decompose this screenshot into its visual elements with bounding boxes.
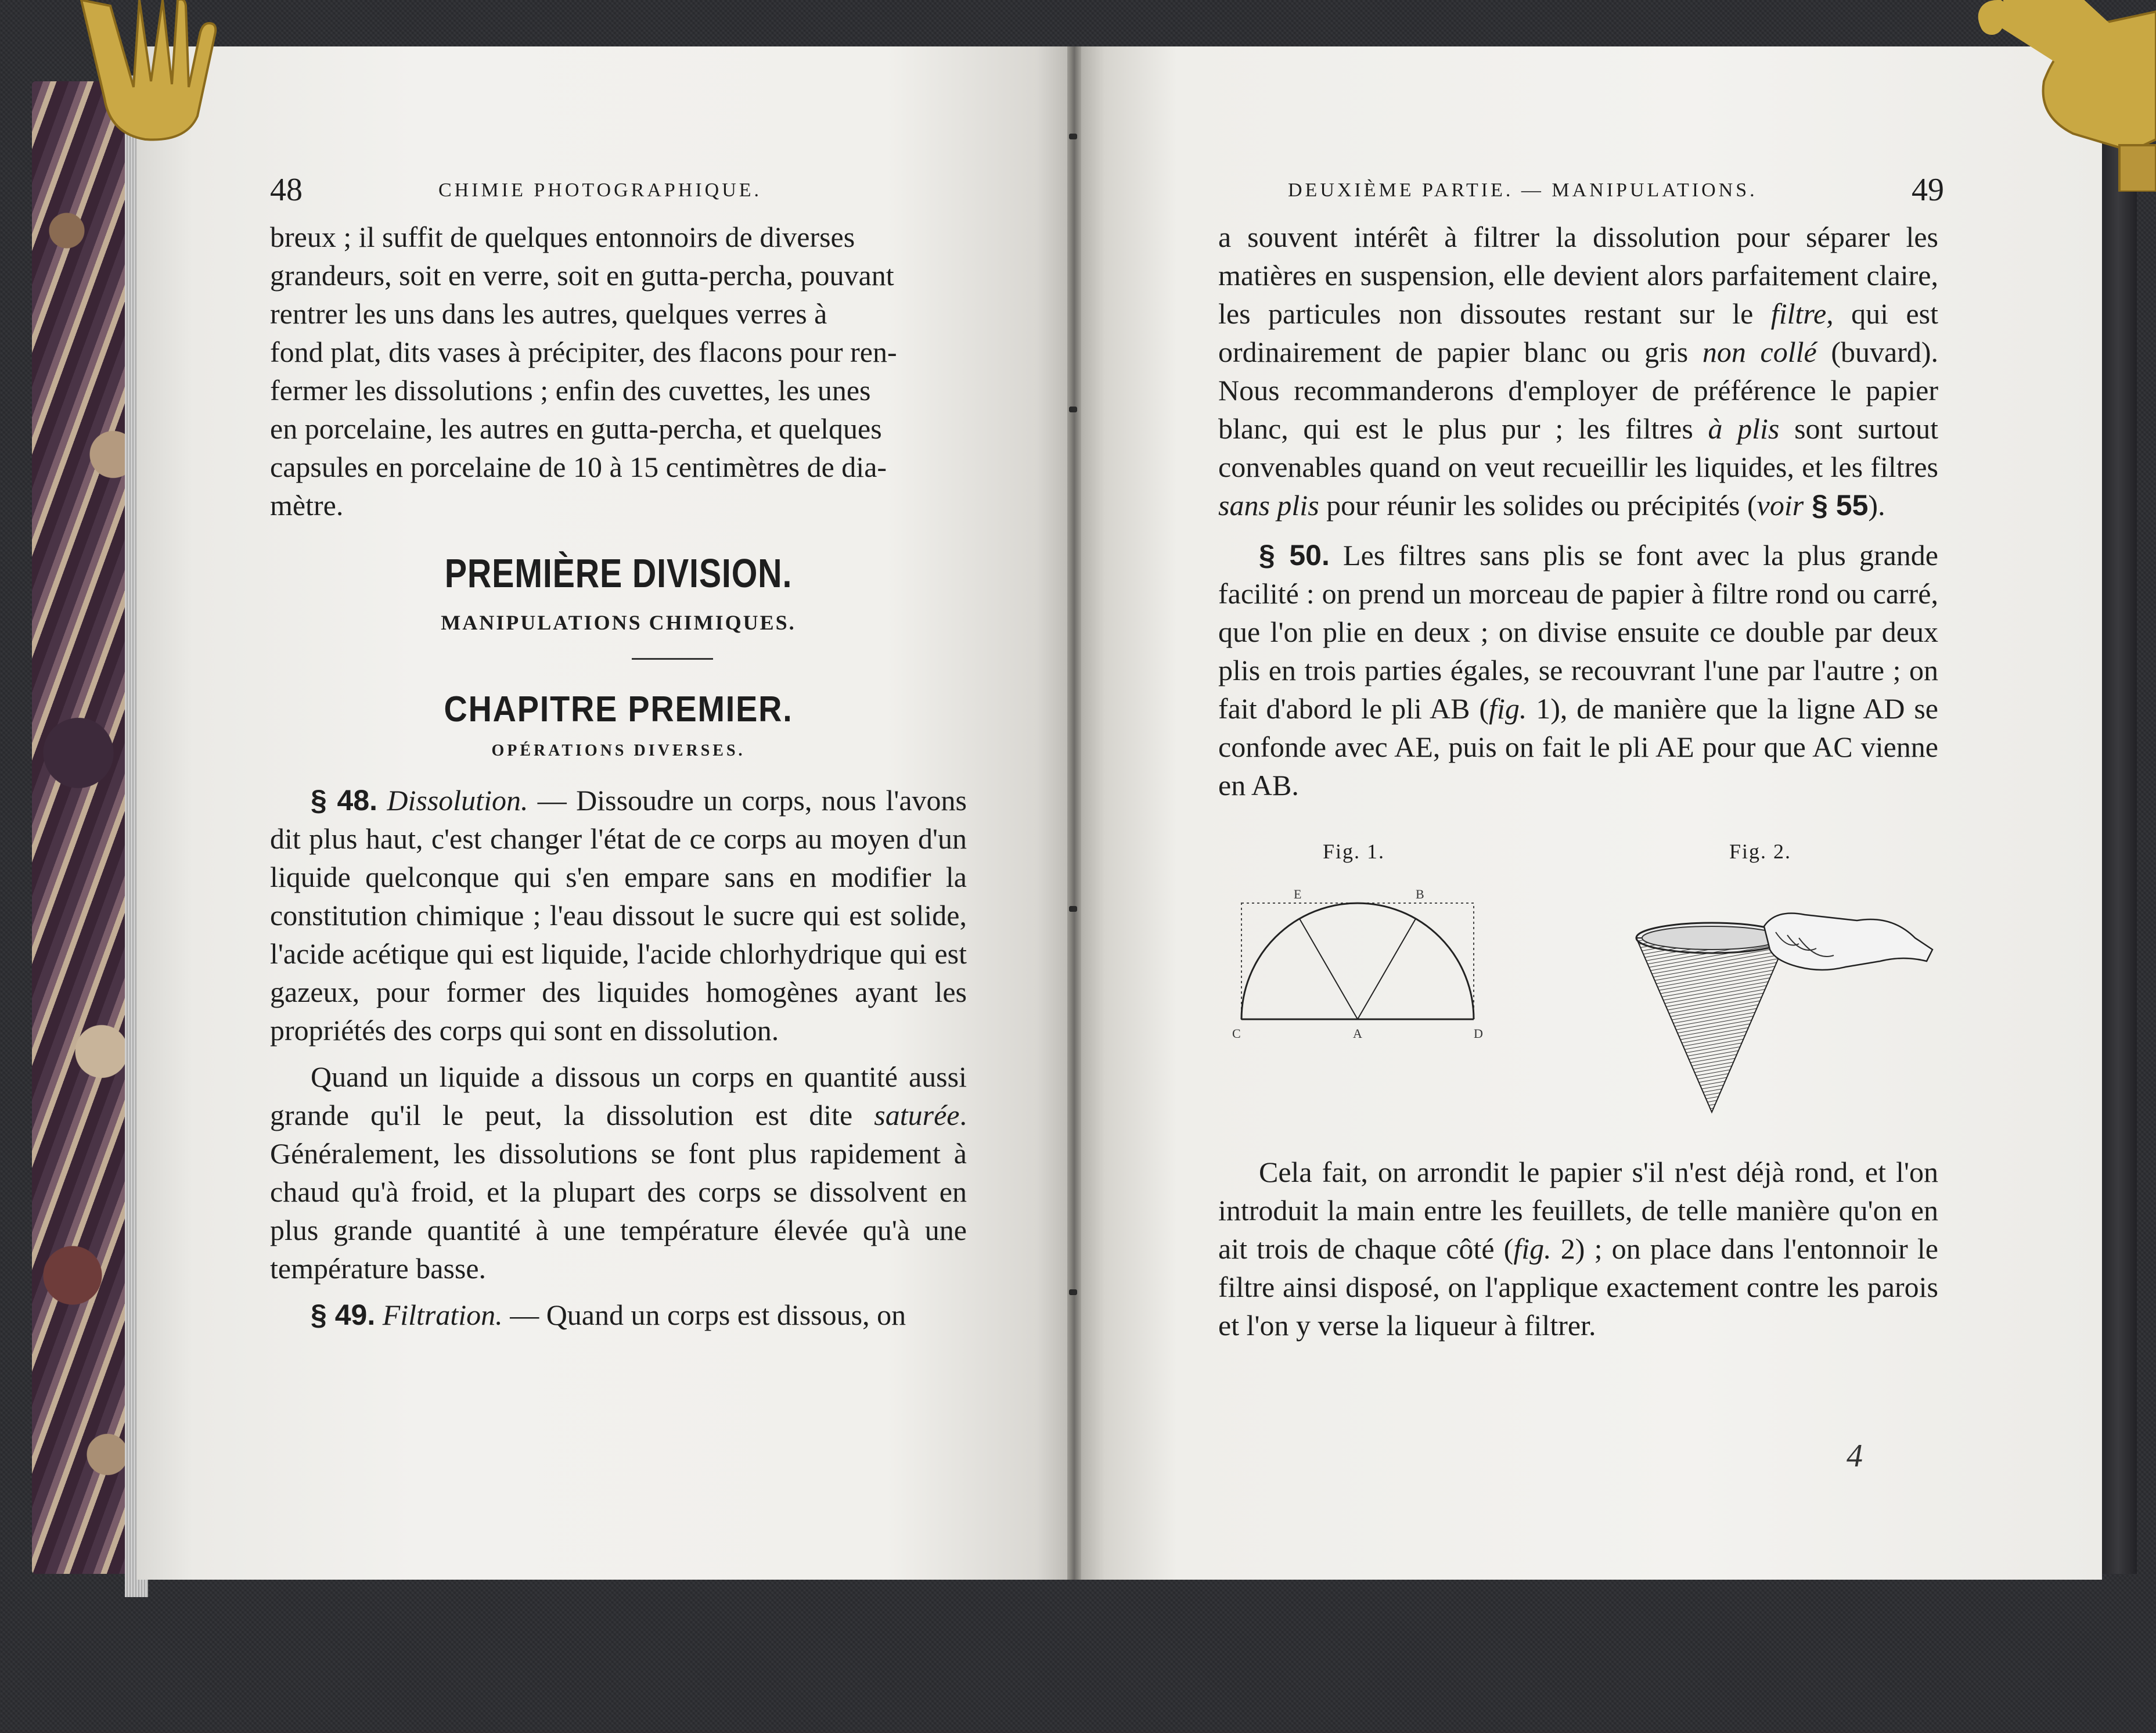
binding-stitch bbox=[1069, 407, 1077, 412]
intro-line: en porcelaine, les autres en gutta-percha, et quelques bbox=[270, 412, 882, 445]
filtration-paragraph bbox=[1218, 218, 1938, 524]
chapter-title: CHAPITRE PREMIER. bbox=[444, 689, 793, 729]
section-50-text-a: Les filtres sans plis se font avec la plus grande facilité : on prend un morceau de papier à filtre rond ou carré, que l'on plie en deux ; on divise ensuite ce double par deux plis en trois parties égales, se recouvrant l'une par l'autre ; on fait d'abord le pli AB ( bbox=[1218, 539, 1939, 725]
divider-rule bbox=[632, 658, 713, 660]
right-page bbox=[1074, 46, 2102, 1580]
filtration-text-b: qui est ordinairement de papier blanc ou gris bbox=[1218, 297, 1938, 368]
fig-reference-italic-2: fig. bbox=[1513, 1232, 1552, 1265]
binding-stitch bbox=[1069, 134, 1077, 139]
fig1-point-a: A bbox=[1353, 1026, 1362, 1041]
brass-hand-weight-left bbox=[70, 0, 221, 157]
saturation-text-b: . Généralement, les dissolutions se font plus rapidement à chaud qu'à froid, et la plupart des corps se dissolvent en plus grande quantité à une température élevée qu'à une température basse. bbox=[270, 1099, 967, 1285]
filtration-text-c: (buvard). Nous recommanderons d'employer de préférence le papier blanc, qui est le plus pur ; les filtres bbox=[1218, 336, 1938, 445]
fig1-point-d: D bbox=[1474, 1026, 1483, 1041]
division-title: PREMIÈRE DIVISION. bbox=[444, 551, 793, 596]
filtration-text-d: sont surtout convenables quand on veut recueillir les liquides, et les filtres bbox=[1218, 412, 1938, 483]
book-gutter bbox=[1067, 46, 1081, 1580]
binding-stitch bbox=[1069, 1289, 1077, 1295]
non-colle-italic: non collé bbox=[1702, 336, 1817, 368]
fig1-point-c: C bbox=[1232, 1026, 1241, 1041]
left-intro-text bbox=[270, 218, 967, 524]
section-49-number: § 49. bbox=[311, 1299, 376, 1331]
section-reference: § 55 bbox=[1804, 489, 1869, 522]
intro-line: mètre. bbox=[270, 489, 344, 522]
voir-italic: voir bbox=[1757, 489, 1804, 522]
intro-line: breux ; il suffit de quelques entonnoirs de diverses bbox=[270, 221, 855, 253]
section-48-paragraph bbox=[270, 781, 967, 1049]
saturation-paragraph bbox=[270, 1058, 967, 1288]
signature-mark: 4 bbox=[1847, 1438, 1863, 1474]
fig2-cone-opening bbox=[1642, 926, 1781, 950]
left-page bbox=[136, 46, 1074, 1580]
section-50-text-b: 1), de manière que la ligne AD se confonde avec AE, puis on fait le pli AE pour que AC vienne en AB. bbox=[1218, 692, 1938, 801]
chapter-subtitle: OPÉRATIONS DIVERSES. bbox=[491, 742, 746, 760]
fig1-fold-ae bbox=[1300, 919, 1358, 1019]
final-text-a: Cela fait, on arrondit le papier s'il n'est déjà rond, et l'on introduit la main entre les feuillets, de telle manière qu'on en ait trois de chaque côté ( bbox=[1218, 1156, 1938, 1265]
filtre-italic: filtre, bbox=[1770, 297, 1834, 330]
fig1-folding-diagram bbox=[1230, 886, 1485, 1048]
intro-line: rentrer les uns dans les autres, quelques verres à bbox=[270, 297, 827, 330]
fig-reference-italic: fig. bbox=[1489, 692, 1527, 725]
right-page-number: 49 bbox=[1912, 172, 1944, 208]
right-running-title: DEUXIÈME PARTIE. — MANIPULATIONS. bbox=[1288, 179, 1758, 201]
final-paragraph bbox=[1218, 1153, 1938, 1344]
section-49-title: Filtration. bbox=[382, 1299, 503, 1331]
fig2-cone bbox=[1636, 938, 1787, 1112]
final-text-b: 2) ; on place dans l'entonnoir le filtre ainsi disposé, on l'applique exactement contre les parois et l'on y verse la liqueur à filtrer. bbox=[1218, 1232, 1938, 1342]
brass-hand-weight-right bbox=[1957, 0, 2156, 192]
intro-line: grandeurs, soit en verre, soit en gutta-percha, pouvant bbox=[270, 259, 894, 292]
figures bbox=[1218, 839, 1938, 1153]
division-subtitle: MANIPULATIONS CHIMIQUES. bbox=[441, 611, 796, 634]
fig1-caption: Fig. 1. bbox=[1323, 840, 1385, 863]
section-48-number: § 48. bbox=[311, 784, 378, 817]
section-49-paragraph bbox=[270, 1296, 967, 1334]
binding-stitch bbox=[1069, 906, 1077, 912]
left-running-head bbox=[270, 171, 967, 218]
intro-line: capsules en porcelaine de 10 à 15 centimètres de dia- bbox=[270, 451, 887, 483]
saturation-text-a: Quand un liquide a dissous un corps en quantité aussi grande qu'il le peut, la dissolution est dite bbox=[270, 1060, 967, 1131]
filtration-text-a: a souvent intérêt à filtrer la dissolution pour séparer les matières en suspension, elle devient alors parfaitement claire, les particules non dissoutes restant sur le bbox=[1218, 221, 1938, 330]
filtration-text-f: ). bbox=[1868, 489, 1885, 522]
fig2-filter-cone-drawing bbox=[1601, 880, 1938, 1124]
fig1-point-e: E bbox=[1294, 887, 1302, 901]
section-50-number: § 50. bbox=[1259, 539, 1330, 571]
section-49-text: — Quand un corps est dissous, on bbox=[502, 1299, 906, 1331]
section-50-paragraph bbox=[1218, 536, 1938, 804]
sans-plis-italic: sans plis bbox=[1218, 489, 1319, 522]
fig1-paper-square bbox=[1241, 903, 1474, 1019]
filtration-text-e: pour réunir les solides ou précipités ( bbox=[1319, 489, 1757, 522]
saturee-italic: saturée bbox=[874, 1099, 960, 1131]
left-page-number: 48 bbox=[270, 172, 303, 208]
fig1-semicircle bbox=[1241, 903, 1474, 1019]
fig1-point-b: B bbox=[1416, 887, 1424, 901]
section-48-text: — Dissoudre un corps, nous l'avons dit plus haut, c'est changer l'état de ce corps au moyen d'un liquide quelconque qui s'en empare sans en modifier la constitution chimique ; l'eau dissout le sucre qui est solide, l'acide acétique qui est liquide, l'acide chlorhydrique qui est gazeux, pour former des liquides homogènes ayant les propriétés des corps qui sont en dissolution. bbox=[270, 784, 967, 1047]
a-plis-italic: à plis bbox=[1708, 412, 1780, 445]
section-48-title: Dissolution. bbox=[387, 784, 528, 817]
fig1-fold-ab bbox=[1358, 919, 1416, 1019]
intro-line: fond plat, dits vases à précipiter, des flacons pour ren- bbox=[270, 336, 897, 368]
fig2-caption: Fig. 2. bbox=[1729, 840, 1792, 863]
right-running-head bbox=[1218, 171, 1944, 218]
intro-line: fermer les dissolutions ; enfin des cuvettes, les unes bbox=[270, 374, 871, 407]
fig2-hand bbox=[1764, 914, 1932, 970]
left-running-title: CHIMIE PHOTOGRAPHIQUE. bbox=[438, 179, 762, 201]
